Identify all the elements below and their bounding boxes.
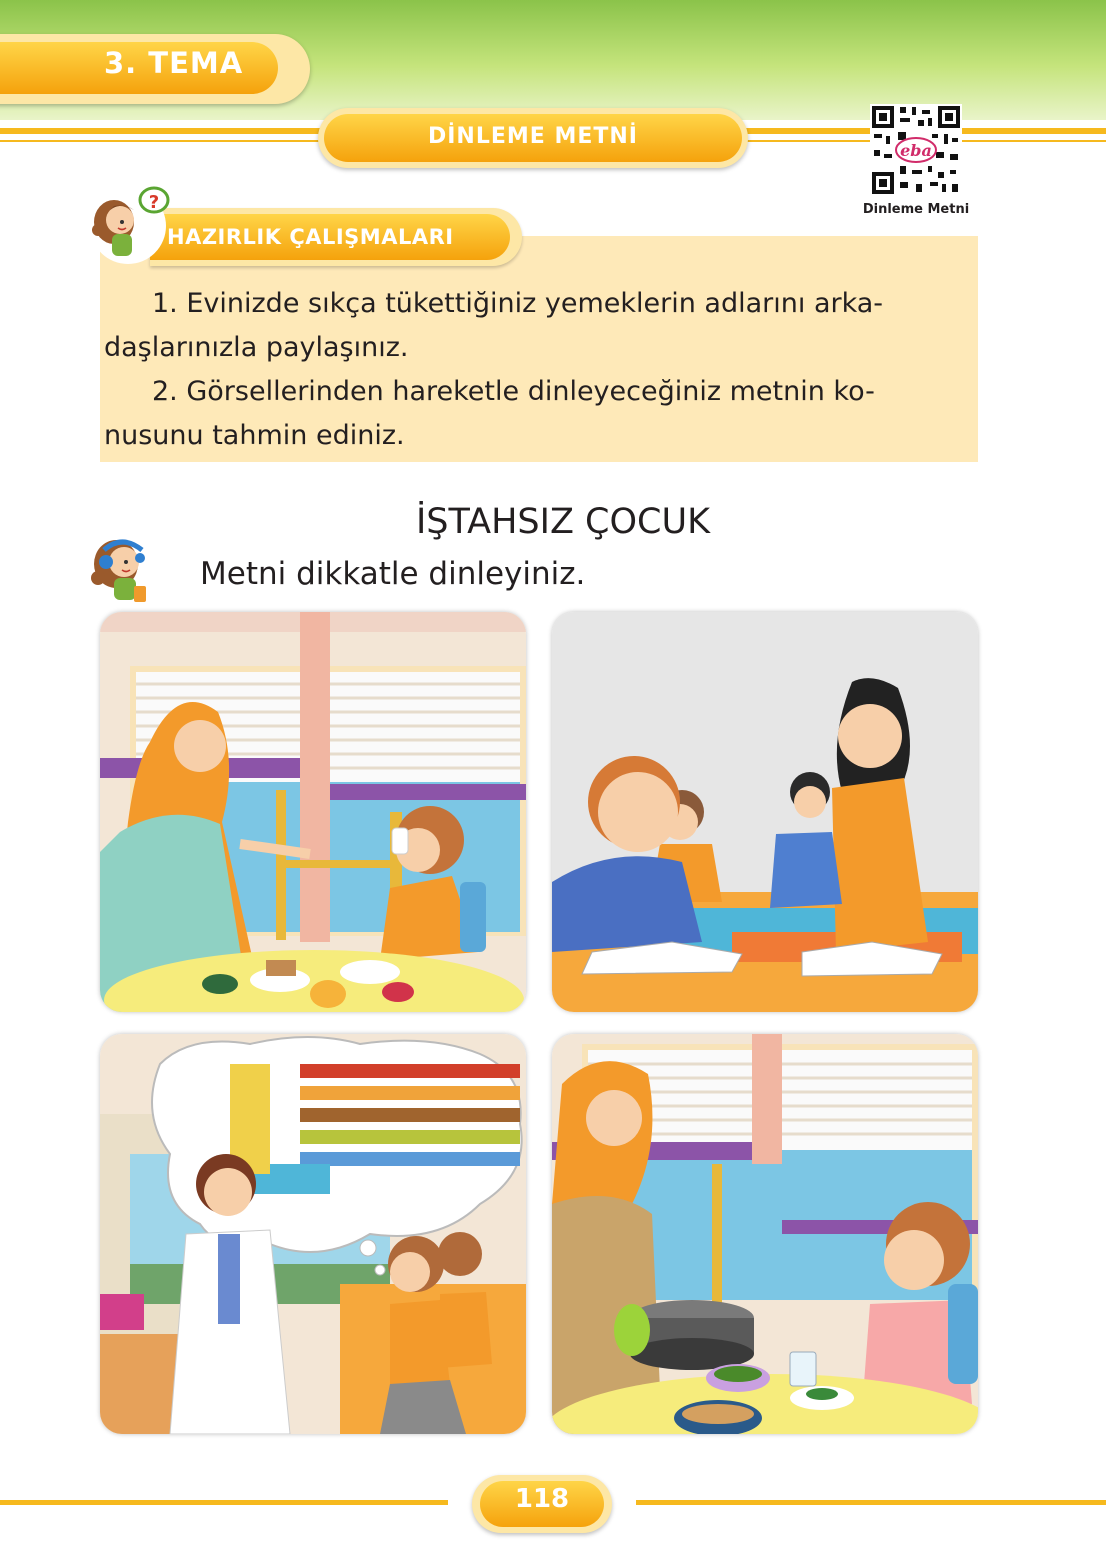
story-instruction: Metni dikkatle dinleyiniz.	[200, 556, 586, 592]
preparation-title: HAZIRLIK ÇALIŞMALARI	[167, 225, 454, 249]
thinking-girl-mascot-icon	[84, 180, 174, 274]
prep-item-1	[104, 282, 964, 326]
illustration-panel-classroom	[552, 612, 978, 1012]
svg-text:?: ?	[148, 192, 160, 213]
illustration-panel-dinner	[552, 1034, 978, 1434]
prep-item-2-text: Görsellerinden hareketle dinleyeceğiniz metnin ko-	[186, 376, 875, 407]
footer-line-left	[0, 1500, 448, 1505]
prep-item-1-number: 1.	[152, 288, 178, 319]
section-label: DİNLEME METNİ	[427, 124, 638, 149]
listening-girl-mascot-icon	[82, 520, 174, 616]
illustration-panel-doctor	[100, 1034, 526, 1434]
prep-item-1-continuation: daşlarınızla paylaşınız.	[104, 332, 409, 363]
qr-logo: eba	[900, 141, 932, 160]
qr-code[interactable]	[870, 104, 962, 196]
page-number: 118	[514, 1484, 570, 1514]
illustration-panel-breakfast	[100, 612, 526, 1012]
prep-item-2-number: 2.	[152, 376, 178, 407]
qr-label: Dinleme Metni	[862, 202, 970, 217]
prep-item-1-text: Evinizde sıkça tükettiğiniz yemeklerin adlarını arka-	[186, 288, 884, 319]
story-title: İŞTAHSIZ ÇOCUK	[415, 502, 711, 542]
prep-item-2	[104, 370, 964, 414]
prep-item-2-continuation: nusunu tahmin ediniz.	[104, 420, 405, 451]
footer-line-right	[636, 1500, 1106, 1505]
theme-label: 3. TEMA	[104, 46, 244, 80]
